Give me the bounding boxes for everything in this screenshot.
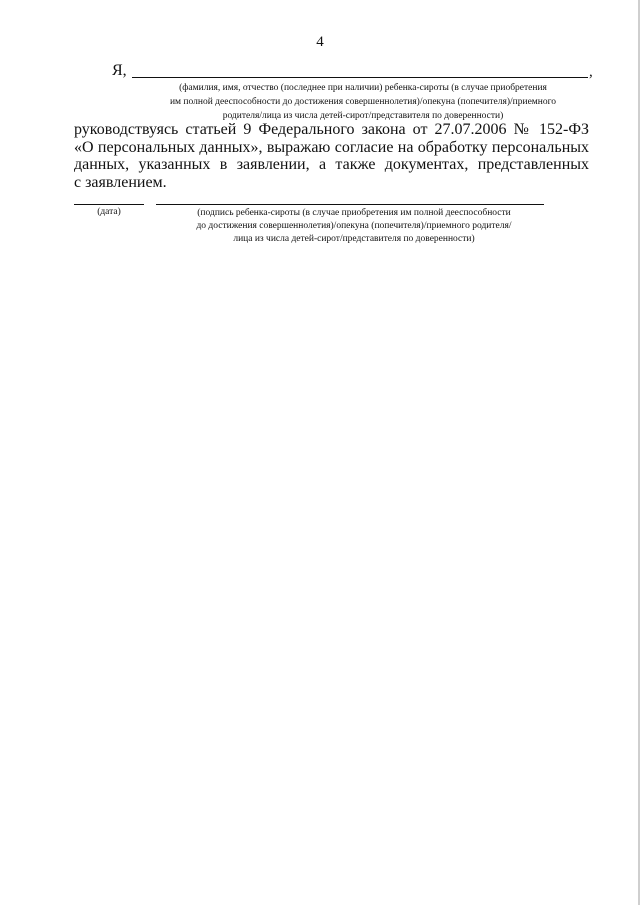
- fio-caption-line: (фамилия, имя, отчество (последнее при наличии) ребенка-сироты (в случае приобретения: [179, 83, 547, 93]
- ya-label: Я,: [112, 62, 127, 79]
- signature-fill-line[interactable]: [156, 204, 544, 205]
- consent-line: руководствуясь статьей 9 Федерального закона от 27.07.2006 № 152-ФЗ: [74, 121, 589, 138]
- consent-line: «О персональных данных», выражаю согласие на обработку персональных: [74, 138, 589, 156]
- signature-caption-line: (подпись ребенка-сироты (в случае приобретения им полной дееспособности: [197, 208, 511, 218]
- signature-caption-line: лица из числа детей-сирот/представителя по доверенности): [233, 234, 475, 244]
- date-caption: (дата): [97, 207, 121, 217]
- page-number: 4: [316, 34, 324, 50]
- fio-fill-line[interactable]: [132, 77, 588, 78]
- date-fill-line[interactable]: [74, 204, 144, 205]
- fio-comma: ,: [589, 64, 593, 80]
- fio-caption: [138, 81, 588, 123]
- consent-line: с заявлением.: [74, 173, 167, 191]
- signature-caption: [160, 207, 548, 246]
- consent-line: данных, указанных в заявлении, а также документах, представленных: [74, 156, 589, 173]
- fio-caption-line: им полной дееспособности до достижения совершеннолетия)/опекуна (попечителя)/приемного: [169, 97, 557, 107]
- fio-caption-line: родителя/лица из числа детей-сирот/представителя по доверенности): [222, 111, 504, 121]
- consent-text: [74, 121, 589, 191]
- signature-caption-line: до достижения совершеннолетия)/опекуна (попечителя)/приемного родителя/: [196, 221, 512, 231]
